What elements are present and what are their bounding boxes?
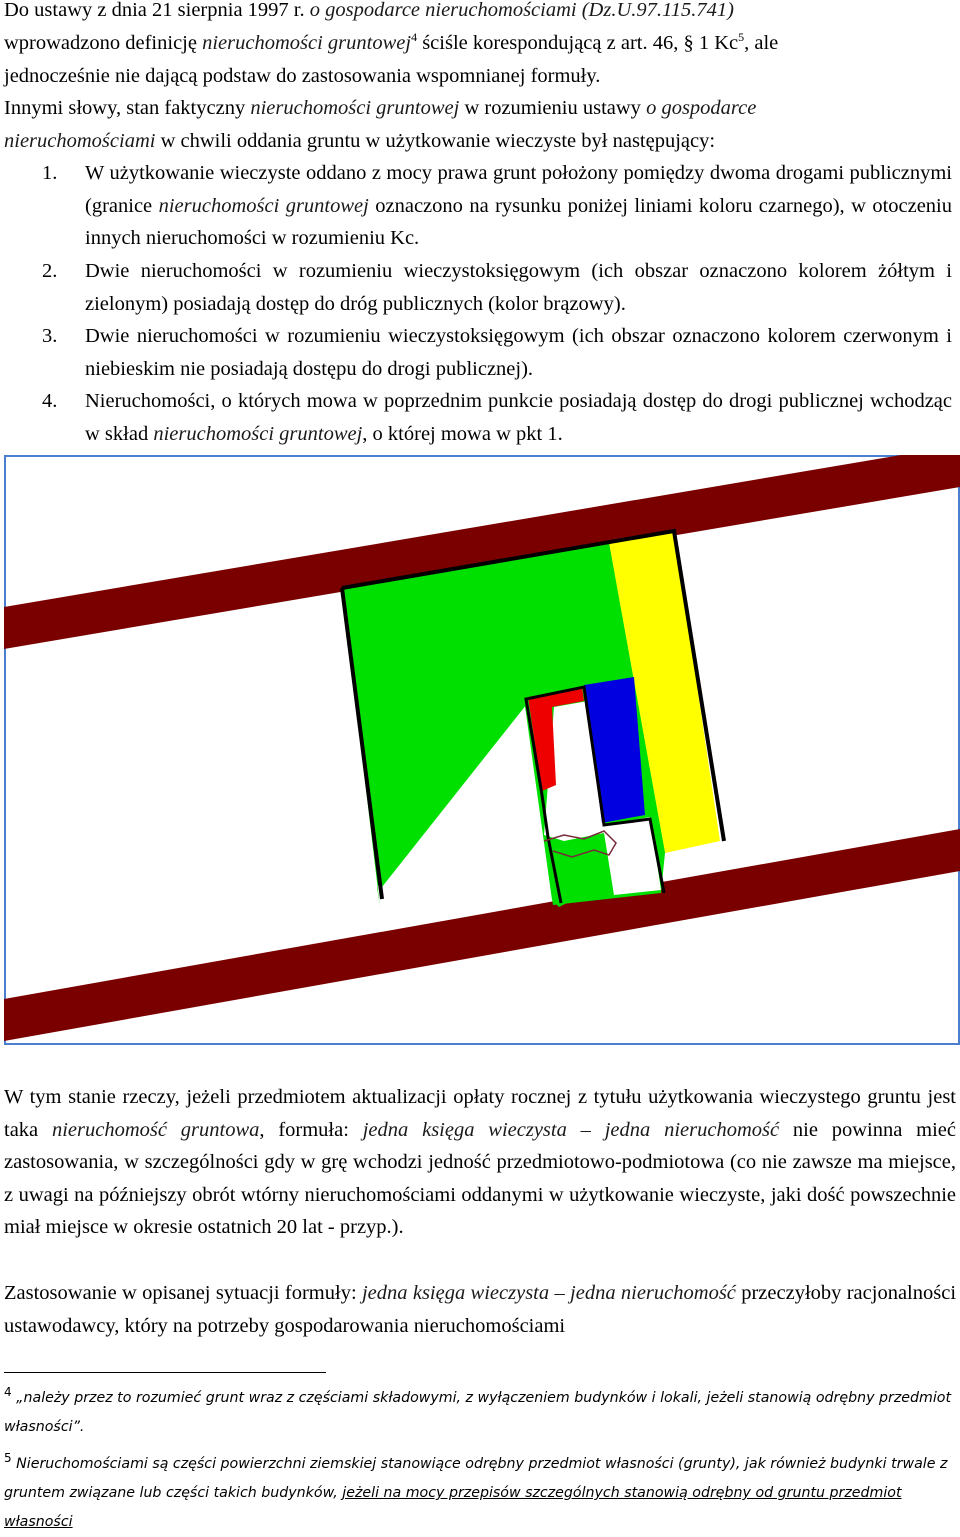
footnote-text: „należy przez to rozumieć grunt wraz z częściami składowymi, z wyłączeniem budynków i lokali, jeżeli stanowią odrębny przedmiot własności”. [4,1390,952,1435]
intro-text: ściśle korespondującą z art. 46, § 1 Kc [417,32,739,54]
list-number: 2. [42,260,58,282]
footnote-text: Nieruchomościami są części powierzchni ziemskiej stanowiące odrębny przedmiot własności (grunty), jak również budynki trwale z gruntem związane lub części takich budynków, [4,1456,948,1501]
footnote-number: 5 [4,1451,12,1465]
list-number: 4. [42,390,58,412]
list-text: Dwie nieruchomości w rozumieniu wieczystoksięgowym (ich obszar oznaczono kolorem czerwonym i niebieskim nie posiadają dostępu do drogi publicznej). [85,325,952,380]
intro-text: jednocześnie nie dającą podstaw do zastosowania wspomnianej formuły. [4,65,601,87]
act-title: o gospodarce nieruchomościami (Dz.U.97.115.741) [309,0,734,21]
act-title: o gospodarce [646,97,757,119]
intro-line-5 [4,125,956,158]
intro-line-3 [4,60,956,93]
act-title: nieruchomościami [4,130,156,152]
intro-text: w chwili oddania gruntu w użytkowanie wieczyste był następujący: [155,130,716,152]
intro-line-1 [4,0,956,27]
list-text: Nieruchomości, o których mowa w poprzednim punkcie posiadają dostęp do drogi publicznej wchodząc w skład nieruchomości gruntowej, o której mowa w pkt 1. [85,390,952,445]
intro-line-4 [4,92,956,125]
list-number: 1. [42,162,58,184]
defined-term: nieruchomości gruntowej [202,32,412,54]
list-text: Dwie nieruchomości w rozumieniu wieczystoksięgowym (ich obszar oznaczono kolorem żółtym i zielonym) posiadają dostęp do dróg publicznych (kolor brązowy). [85,260,952,315]
footnote-divider [4,1372,326,1373]
footnote-text-underlined: jeżeli na mocy przepisów szczególnych stanowią odrębny od gruntu przedmiot własności [4,1485,902,1530]
paragraph-2: W tym stanie rzeczy, jeżeli przedmiotem aktualizacji opłaty rocznej z tytułu użytkowania wieczystego gruntu jest taka nieruchomość gruntowa, formuła: jedna księga wieczysta – jedna nieruchomość nie powinna mieć zastosowania, w szczególności gdy w grę wchodzi jedność przedmiotowo-podmiotowa (co nie zawsze ma miejsce, z uwagi na późniejszy obrót wtórny nieruchomościami oddanymi w użytkowanie wieczyste, jaki dość powszechnie miał miejsce w okresie ostatnich 20 lat - przyp.). [4,1086,956,1239]
defined-term: nieruchomości gruntowej [250,97,460,119]
intro-line-2 [4,27,956,60]
intro-text: wprowadzono definicję [4,32,203,54]
intro-text: Do ustawy z dnia 21 sierpnia 1997 r. [4,0,310,21]
footnote-ref-5[interactable]: 5 [738,30,745,45]
list-text: W użytkowanie wieczyste oddano z mocy prawa grunt położony pomiędzy dwoma drogami publicznymi (granice nieruchomości gruntowej oznaczono na rysunku poniżej liniami koloru czarnego), w otoczeniu innych nieruchomości w rozumieniu Kc. [85,162,953,250]
footnote-5 [4,1450,956,1537]
paragraph-3: Zastosowanie w opisanej sytuacji formuły: jedna księga wieczysta – jedna nieruchomość przeczyłoby racjonalności ustawodawcy, który na potrzeby gospodarowania nieruchomościami [4,1282,957,1337]
intro-text: Innymi słowy, stan faktyczny [4,97,251,119]
footnote-number: 4 [4,1385,12,1399]
intro-text: , ale [744,32,779,54]
list-number: 3. [42,325,58,347]
parcel-map-figure [4,455,960,1045]
footnote-ref-4[interactable]: 4 [411,30,418,45]
footnote-4 [4,1384,956,1442]
intro-text: w rozumieniu ustawy [459,97,647,119]
